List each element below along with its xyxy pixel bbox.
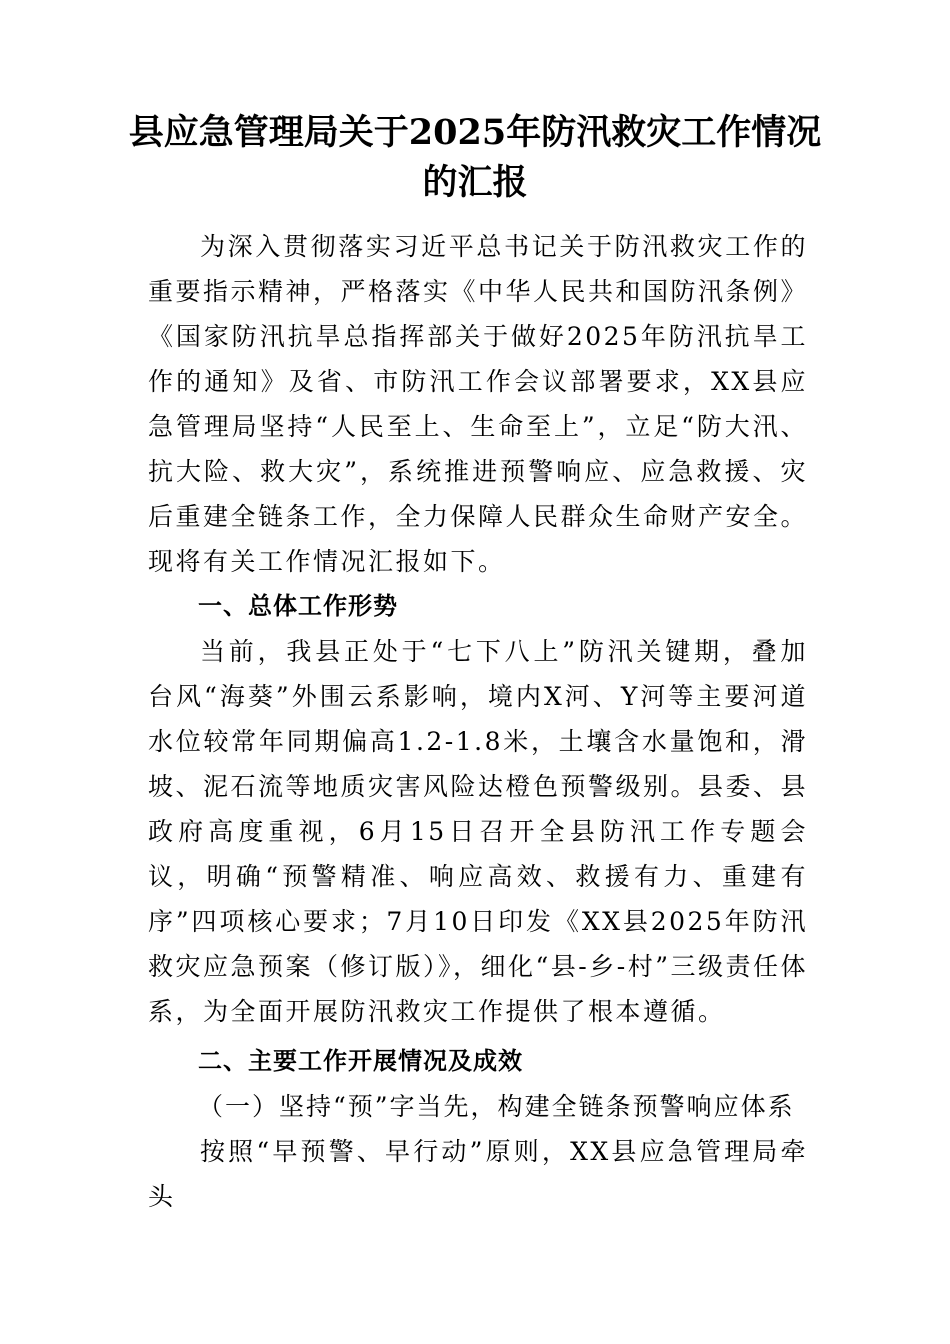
document-body: [148, 224, 808, 1219]
section-1-heading: 一、总体工作形势: [198, 592, 398, 620]
subsection-1-paragraph: 按照“早预警、早行动”原则，XX县应急管理局牵头: [148, 1137, 808, 1211]
section-1-paragraph: 当前，我县正处于“七下八上”防汛关键期，叠加台风“海葵”外围云系影响，境内X河、Y河等主要河道水位较常年同期偏高1.2-1.8米，土壤含水量饱和，滑坡、泥石流等地质灾害风险达橙色预警级别。县委、县政府高度重视，6月15日召开全县防汛工作专题会议，明确“预警精准、响应高效、救援有力、重建有序”四项核心要求；7月10日印发《XX县2025年防汛救灾应急预案（修订版）》，细化“县-乡-村”三级责任体系，为全面开展防汛救灾工作提供了根本遵循。: [148, 637, 809, 1026]
document-title: 县应急管理局关于2025年防汛救灾工作情况的汇报: [128, 112, 822, 203]
section-2-heading: 二、主要工作开展情况及成效: [198, 1047, 523, 1075]
subsection-1-heading: （一）坚持“预”字当先，构建全链条预警响应体系: [198, 1092, 795, 1121]
intro-paragraph: 为深入贯彻落实习近平总书记关于防汛救灾工作的重要指示精神，严格落实《中华人民共和国防汛条例》《国家防汛抗旱总指挥部关于做好2025年防汛抗旱工作的通知》及省、市防汛工作会议部署要求，XX县应急管理局坚持“人民至上、生命至上”，立足“防大汛、抗大险、救大灾”，系统推进预警响应、应急救援、灾后重建全链条工作，全力保障人民群众生命财产安全。现将有关工作情况汇报如下。: [148, 232, 809, 576]
